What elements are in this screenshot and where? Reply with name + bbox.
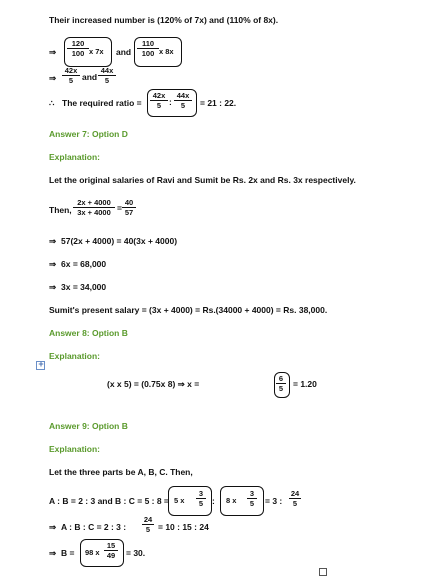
- text: The required ratio =: [62, 98, 142, 108]
- result: = 30.: [126, 548, 146, 558]
- fraction: [122, 198, 136, 217]
- text-line: Let the original salaries of Ravi and Sumit be Rs. 2x and Rs. 3x respectively.: [49, 175, 356, 185]
- denominator: 100: [137, 48, 159, 58]
- numerator: 44x: [100, 66, 114, 75]
- denominator: 57: [122, 207, 136, 217]
- denominator: 100: [67, 48, 89, 58]
- implies-symbol: ⇒: [49, 282, 57, 292]
- numerator: 2x + 4000: [77, 198, 111, 207]
- explanation-heading: Explanation:: [49, 351, 101, 361]
- therefore-symbol: ∴: [49, 98, 55, 108]
- term: x 8x: [159, 47, 174, 56]
- answer-heading: Answer 8: Option B: [49, 328, 128, 338]
- numerator: 40: [124, 198, 134, 207]
- result: = 21 : 22.: [200, 98, 237, 108]
- denominator: 5: [289, 498, 301, 508]
- equation: A : B : C = 2 : 3 :: [61, 522, 127, 532]
- answer-heading: Answer 9: Option B: [49, 421, 128, 431]
- fraction: [137, 39, 159, 58]
- equation: 3x = 34,000: [61, 282, 107, 292]
- text: B =: [61, 548, 75, 558]
- denominator: 5: [142, 524, 154, 534]
- implies-symbol: ⇒: [49, 47, 57, 57]
- fraction: [67, 39, 89, 58]
- text: A : B = 2 : 3 and B : C = 5 : 8 =: [49, 496, 169, 506]
- term: 8 x: [226, 496, 237, 505]
- text-line: Let the three parts be A, B, C. Then,: [49, 467, 193, 477]
- numerator: 3: [198, 489, 204, 498]
- denominator: 3x + 4000: [73, 207, 115, 217]
- numerator: 110: [141, 39, 155, 48]
- answer-heading: Answer 7: Option D: [49, 129, 128, 139]
- numerator: 120: [71, 39, 85, 48]
- fraction: [289, 489, 301, 508]
- fraction: [142, 515, 154, 534]
- denominator: 5: [174, 100, 192, 110]
- implies-symbol: ⇒: [49, 259, 57, 269]
- colon: :: [169, 97, 172, 107]
- text-line: Their increased number is (120% of 7x) and (110% of 8x).: [49, 15, 279, 25]
- explanation-heading: Explanation:: [49, 444, 101, 454]
- fraction: [276, 374, 286, 393]
- implies-symbol: ⇒: [49, 548, 57, 558]
- denominator: 5: [98, 75, 116, 85]
- denominator: 5: [276, 383, 286, 393]
- fraction: [73, 198, 115, 217]
- fraction: [150, 91, 168, 110]
- denominator: 49: [104, 550, 118, 560]
- implies-symbol: ⇒: [49, 522, 57, 532]
- resize-handle-icon[interactable]: [319, 568, 327, 576]
- numerator: 42x: [152, 91, 166, 100]
- and-text: and: [82, 72, 98, 82]
- numerator: 6: [278, 374, 284, 383]
- text: Then,: [49, 205, 72, 215]
- fraction: [196, 489, 206, 508]
- result: = 1.20: [293, 379, 317, 389]
- equation: (x x 5) = (0.75x 8) ⇒ x =: [107, 379, 200, 389]
- denominator: 5: [62, 75, 80, 85]
- numerator: 24: [290, 489, 300, 498]
- numerator: 24: [143, 515, 153, 524]
- explanation-heading: Explanation:: [49, 152, 101, 162]
- numerator: 3: [249, 489, 255, 498]
- denominator: 5: [247, 498, 257, 508]
- fraction: [62, 66, 80, 85]
- fraction: [247, 489, 257, 508]
- equation: 6x = 68,000: [61, 259, 107, 269]
- equals: =: [117, 203, 122, 213]
- text: = 3 :: [265, 496, 283, 506]
- numerator: 44x: [176, 91, 190, 100]
- term: x 7x: [89, 47, 104, 56]
- colon: :: [212, 496, 215, 506]
- fraction: [174, 91, 192, 110]
- implies-symbol: ⇒: [49, 236, 57, 246]
- denominator: 5: [196, 498, 206, 508]
- equation: = 10 : 15 : 24: [158, 522, 209, 532]
- fraction: [104, 541, 118, 560]
- move-handle-icon[interactable]: [36, 361, 45, 370]
- term: 5 x: [174, 496, 185, 505]
- implies-symbol: ⇒: [49, 73, 57, 83]
- numerator: 42x: [64, 66, 78, 75]
- term: 98 x: [85, 548, 100, 557]
- fraction: [98, 66, 116, 85]
- equation: 57(2x + 4000) = 40(3x + 4000): [61, 236, 178, 246]
- numerator: 15: [106, 541, 116, 550]
- denominator: 5: [150, 100, 168, 110]
- and-text: and: [116, 47, 132, 57]
- text-line: Sumit's present salary = (3x + 4000) = Rs.(34000 + 4000) = Rs. 38,000.: [49, 305, 328, 315]
